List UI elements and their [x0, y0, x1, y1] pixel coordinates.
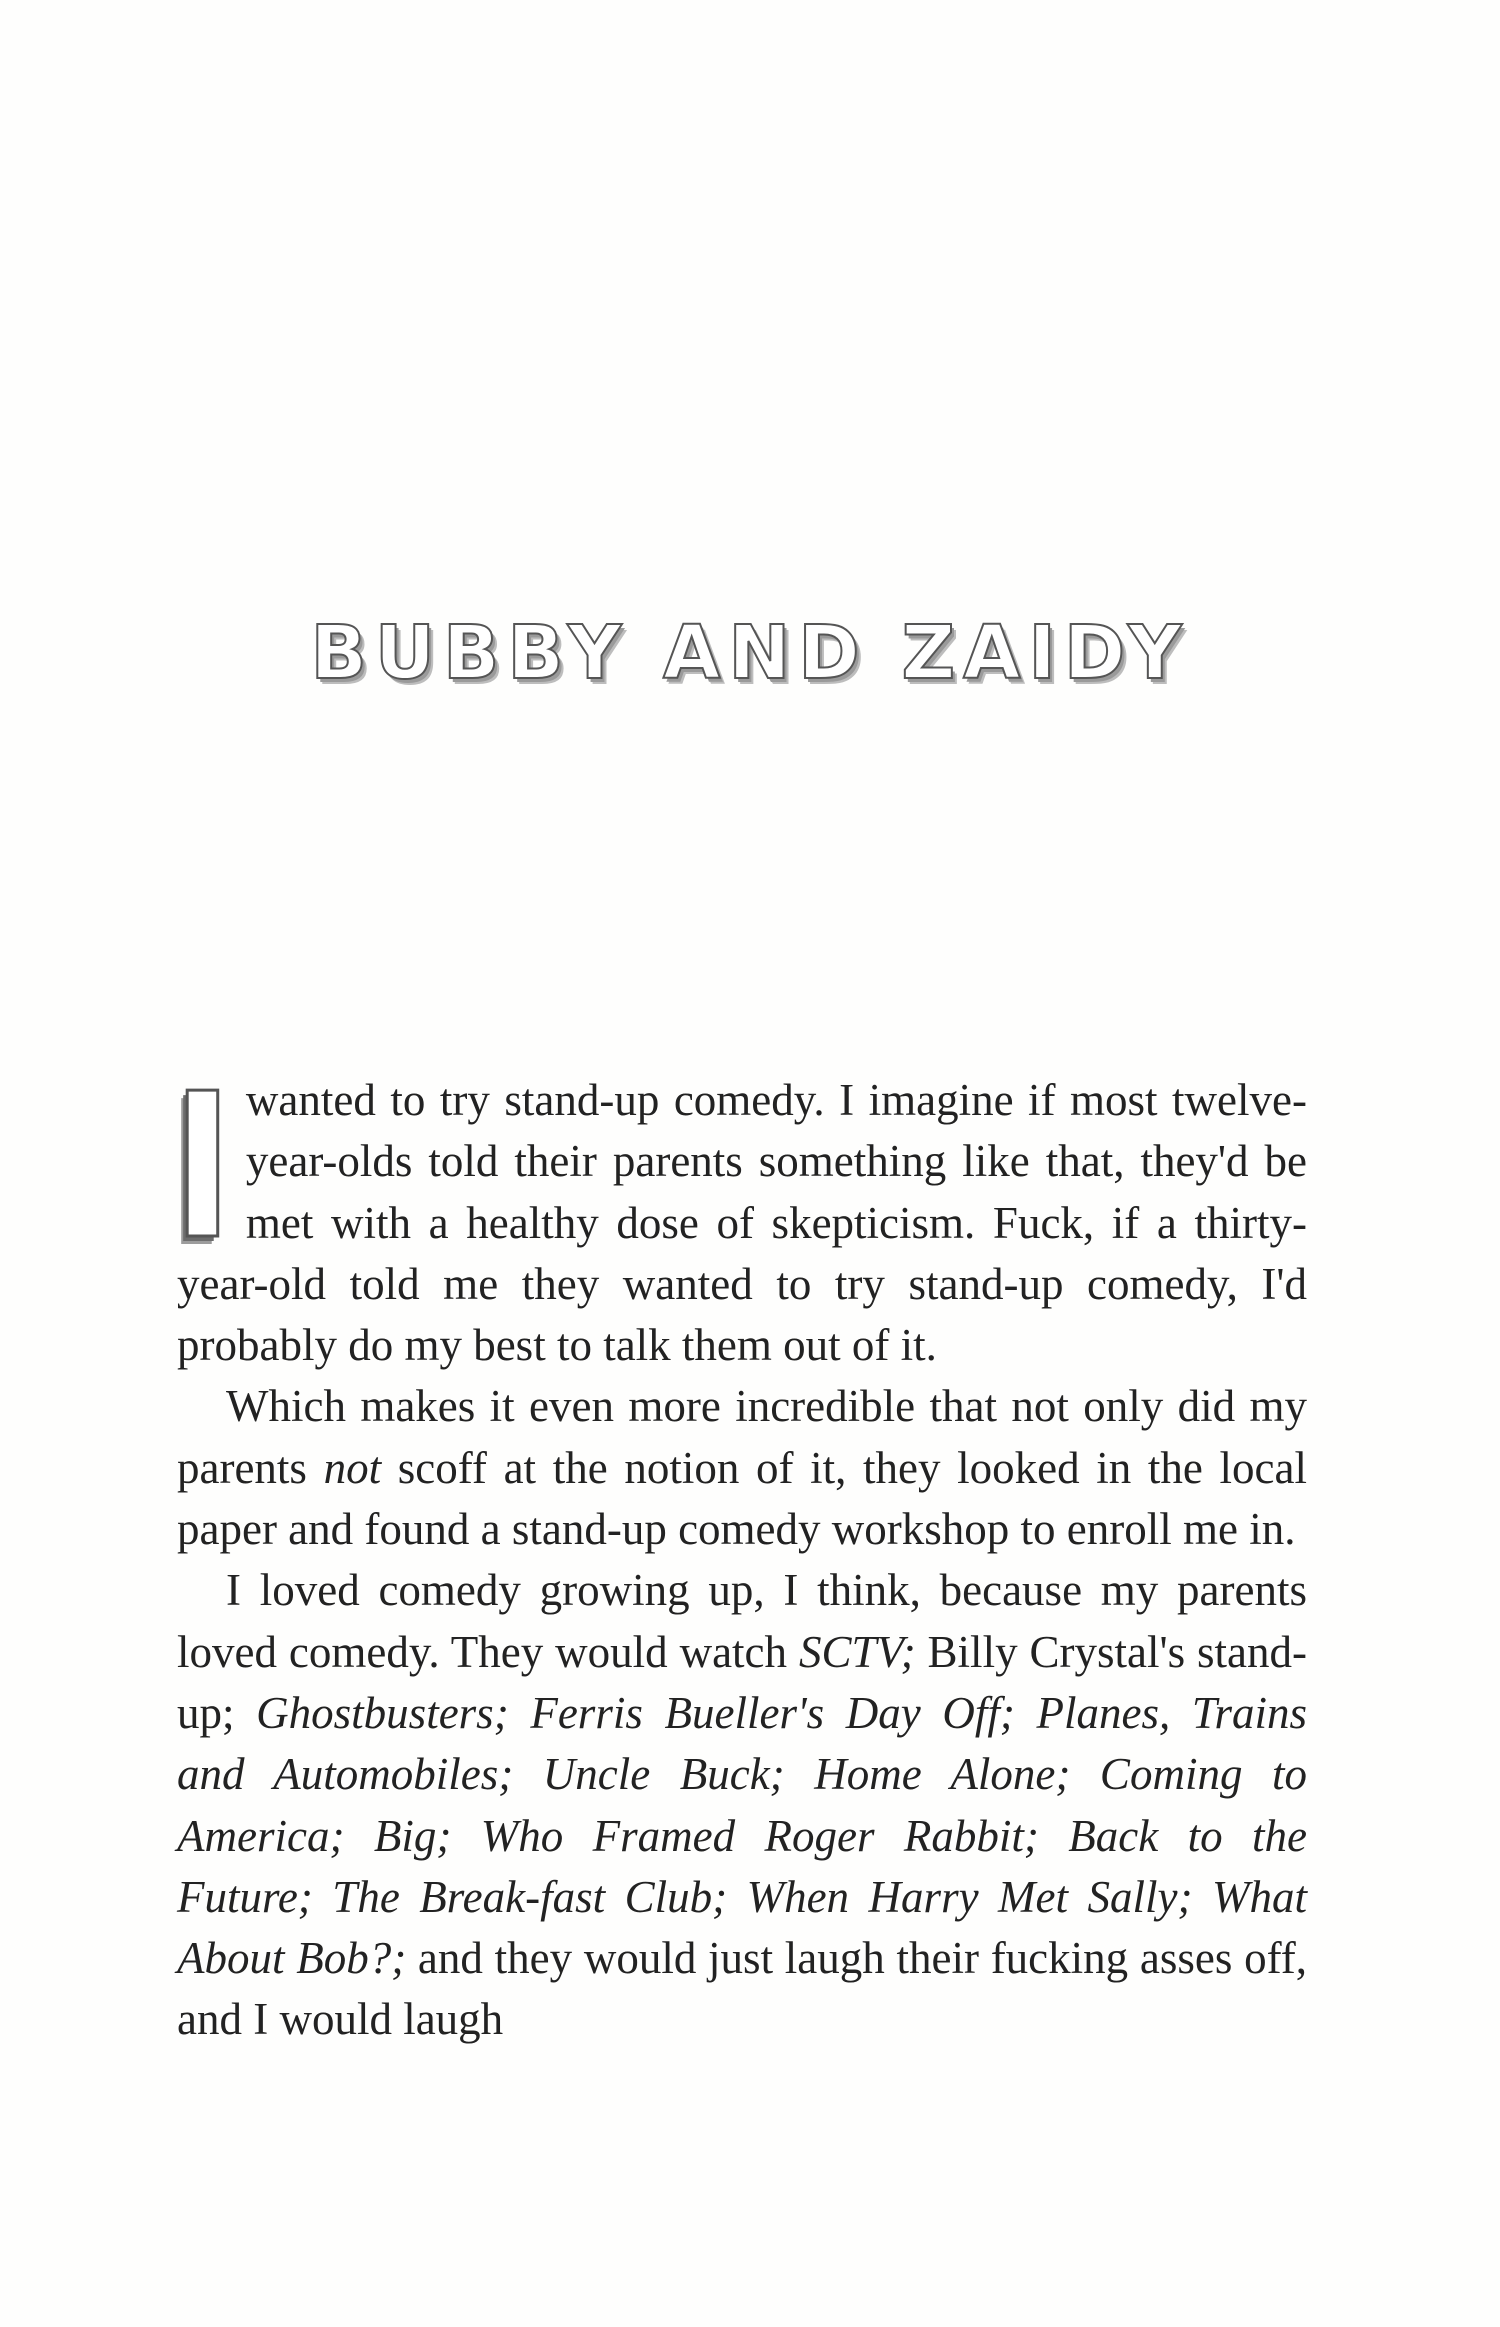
paragraph-1	[173, 1044, 1307, 1376]
paragraph-3	[177, 1560, 1307, 2050]
paragraph-2-text-b: scoff at the notion of it, they looked in the local paper and found a stand-up comedy workshop to enroll me in.	[177, 1442, 1307, 1555]
paragraph-3-text-c: and they would just laugh their fucking asses off, and I would laugh	[177, 1933, 1307, 2045]
paragraph-2-emphasis: not	[323, 1442, 382, 1493]
paragraph-3-text-b: Billy Crystal's stand-up;	[177, 1626, 1307, 1738]
paragraph-3-movie-titles: Ghostbusters; Ferris Bueller's Day Off; Planes, Trains and Automobiles; Uncle Buck; Home Alone; Coming to America; Big; Who Framed Roger Rabbit; Back to the Future; The Break-fast Club; When Harry Met Sally; What About Bob?;	[177, 1687, 1307, 1984]
paragraph-1-text: wanted to try stand-up comedy. I imagine if most twelve-year-olds told their parents something like that, they'd be met with a healthy dose of skepticism. Fuck, if a thirty-year-old told me they wanted to try stand-up comedy, I'd probably do my best to talk them out of it.	[177, 1075, 1307, 1371]
chapter-title: BUBBY AND ZAIDY	[310, 610, 1190, 696]
paragraph-2	[177, 1376, 1307, 1560]
paragraph-2-text-a: Which makes it even more incredible that not only did my parents	[177, 1381, 1307, 1493]
chapter-body	[173, 1044, 1307, 2051]
paragraph-3-sctv: SCTV;	[798, 1626, 916, 1677]
paragraph-3-text-a: I loved comedy growing up, I think, because my parents loved comedy. They would watch	[177, 1565, 1307, 1677]
drop-cap: I	[173, 1044, 232, 1281]
